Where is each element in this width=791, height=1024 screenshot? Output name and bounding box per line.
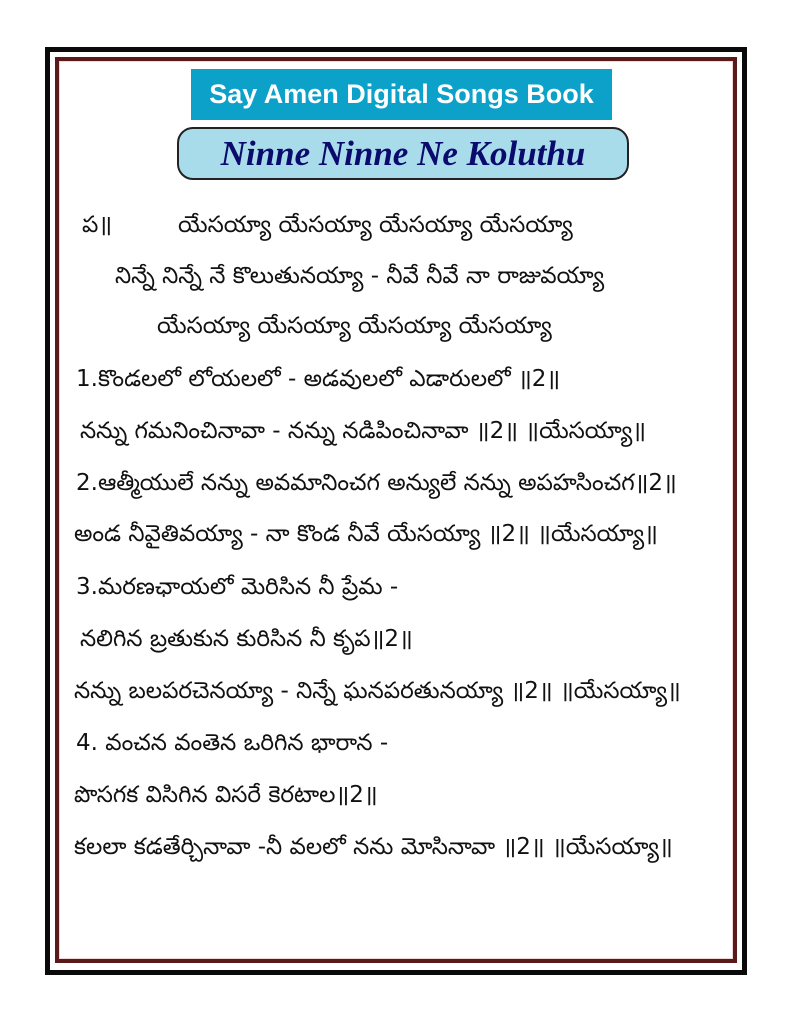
lyric-line-verse2-1: 2.ఆత్మీయులే నన్ను అవమానించగ అన్యులే నన్ను అపహసించగ॥2॥ [76, 470, 677, 496]
lyric-line-verse4-3: కలలా కడతేర్చినావా -నీ వలలో నను మోసినావా ॥2॥ ॥యేసయ్యా॥ [74, 834, 673, 860]
lyric-line-verse3-1: 3.మరణఛాయలో మెరిసిన నీ ప్రేమ - [76, 574, 399, 600]
songbook-banner-text: Say Amen Digital Songs Book [209, 79, 594, 109]
lyric-line-verse3-3: నన్ను బలపరచెనయ్యా - నిన్నే ఘనపరతునయ్యా ॥2॥ ॥యేసయ్యా॥ [74, 678, 681, 704]
lyric-line-verse2-2: అండ నీవైతివయ్యా - నా కొండ నీవే యేసయ్యా ॥2॥ ॥యేసయ్యా॥ [74, 521, 658, 547]
lyric-line-pallavi-2: నిన్నే నిన్నే నే కొలుతునయ్యా - నీవే నీవే నా రాజువయ్యా [115, 263, 605, 289]
inner-page-border [55, 57, 737, 963]
lyric-line-verse3-2: నలిగిన బ్రతుకున కురిసిన నీ కృప॥2॥ [80, 626, 413, 652]
lyric-line-verse1-1: 1.కొండలలో లోయలలో - అడవులలో ఎడారులలో ॥2॥ [76, 366, 561, 392]
lyric-line-pallavi-1: యేసయ్యా యేసయ్యా యేసయ్యా యేసయ్యా [178, 212, 573, 238]
song-title-box [177, 127, 629, 180]
song-title: Ninne Ninne Ne Koluthu [220, 133, 586, 173]
songbook-banner [191, 69, 612, 120]
lyric-line-verse4-1: 4. వంచన వంతెన ఒరిగిన భారాన - [76, 730, 389, 756]
lyric-line-pallavi-3: యేసయ్యా యేసయ్యా యేసయ్యా యేసయ్యా [157, 313, 552, 339]
lyric-line-verse4-2: పొసగక విసిగిన విసరే కెరటాల॥2॥ [74, 782, 378, 808]
lyric-line-verse1-2: నన్ను గమనించినావా - నన్ను నడిపించినావా ॥2॥ ॥యేసయ్యా॥ [80, 418, 647, 444]
pallavi-marker: ప॥ [82, 212, 113, 238]
